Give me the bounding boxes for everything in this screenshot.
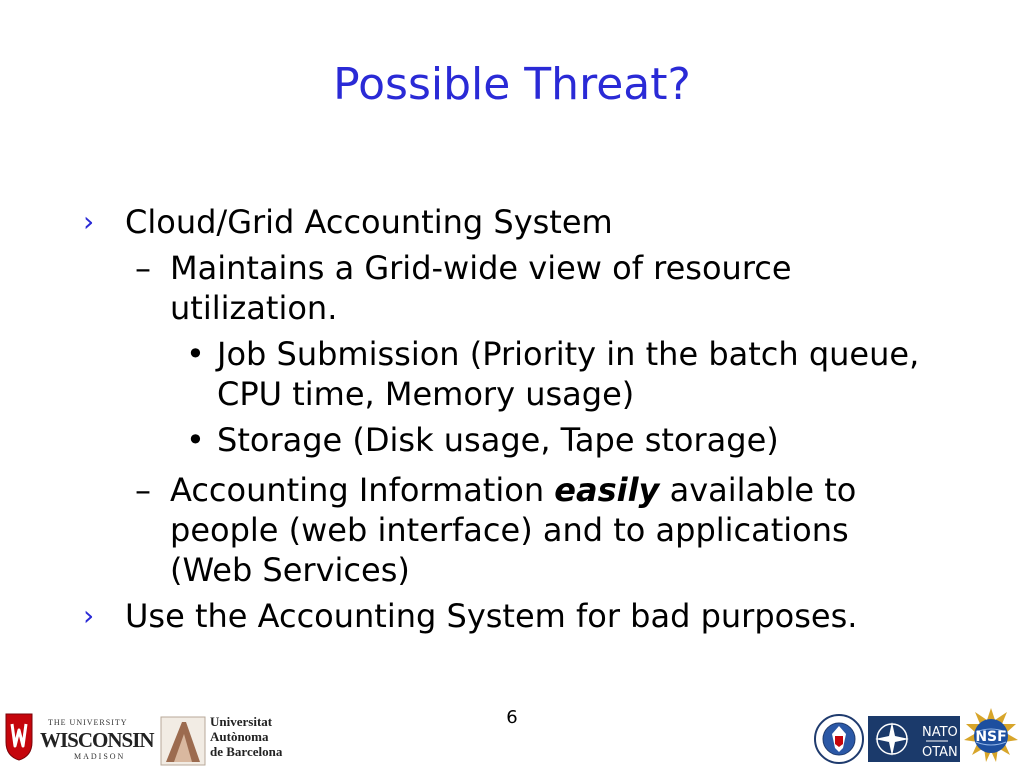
uw-wordmark <box>40 716 152 762</box>
page-number: 6 <box>506 707 518 728</box>
bullet-text: Storage (Disk usage, Tape storage) <box>217 421 779 459</box>
dash-bullet-icon: – <box>135 249 151 287</box>
uab-line1: Universitat <box>210 714 273 729</box>
nato-line2: OTAN <box>922 745 958 760</box>
emphasis-text: easily <box>554 471 660 509</box>
bullet-text: Job Submission (Priority in the batch queue, CPU time, Memory usage) <box>217 335 920 413</box>
uw-line3: MADISON <box>74 752 126 761</box>
bullet-text-before: Accounting Information <box>170 471 555 509</box>
dot-bullet-icon: • <box>186 335 205 373</box>
uab-wordmark <box>210 714 290 766</box>
slide-body <box>80 202 940 636</box>
uw-name: WISCONSIN <box>40 728 154 752</box>
bullet-level1 <box>80 202 940 242</box>
bullet-text: Use the Accounting System for bad purposes. <box>125 597 858 635</box>
bullet-text-after: available to people (web interface) and to applications (Web Services) <box>170 471 857 589</box>
bullet-text: Cloud/Grid Accounting System <box>125 203 613 241</box>
bullet-level2 <box>80 470 940 590</box>
chevron-bullet-icon: › <box>83 205 95 238</box>
nato-logo <box>868 714 960 766</box>
bullet-level1 <box>80 596 940 636</box>
uw-line1: THE UNIVERSITY <box>48 718 128 727</box>
nsf-logo <box>962 706 1020 766</box>
nsf-text: NSF <box>975 729 1007 745</box>
dot-bullet-icon: • <box>186 421 205 459</box>
bullet-level3 <box>80 334 940 414</box>
chevron-bullet-icon: › <box>83 599 95 632</box>
nato-compass-icon <box>868 714 960 766</box>
nsf-globe-icon <box>962 706 1020 766</box>
uab-line2: Autònoma <box>210 729 269 744</box>
dash-bullet-icon: – <box>135 471 151 509</box>
bullet-level3 <box>80 420 940 460</box>
uab-line3: de Barcelona <box>210 744 283 759</box>
bullet-text: Maintains a Grid-wide view of resource utilization. <box>170 249 792 327</box>
uab-mark-icon <box>160 716 206 766</box>
bullet-level2 <box>80 248 940 328</box>
nato-line1: NATO <box>922 725 958 740</box>
slide-title: Possible Threat? <box>333 59 691 110</box>
dhs-seal-icon <box>814 714 864 764</box>
uw-crest-icon <box>4 712 34 762</box>
